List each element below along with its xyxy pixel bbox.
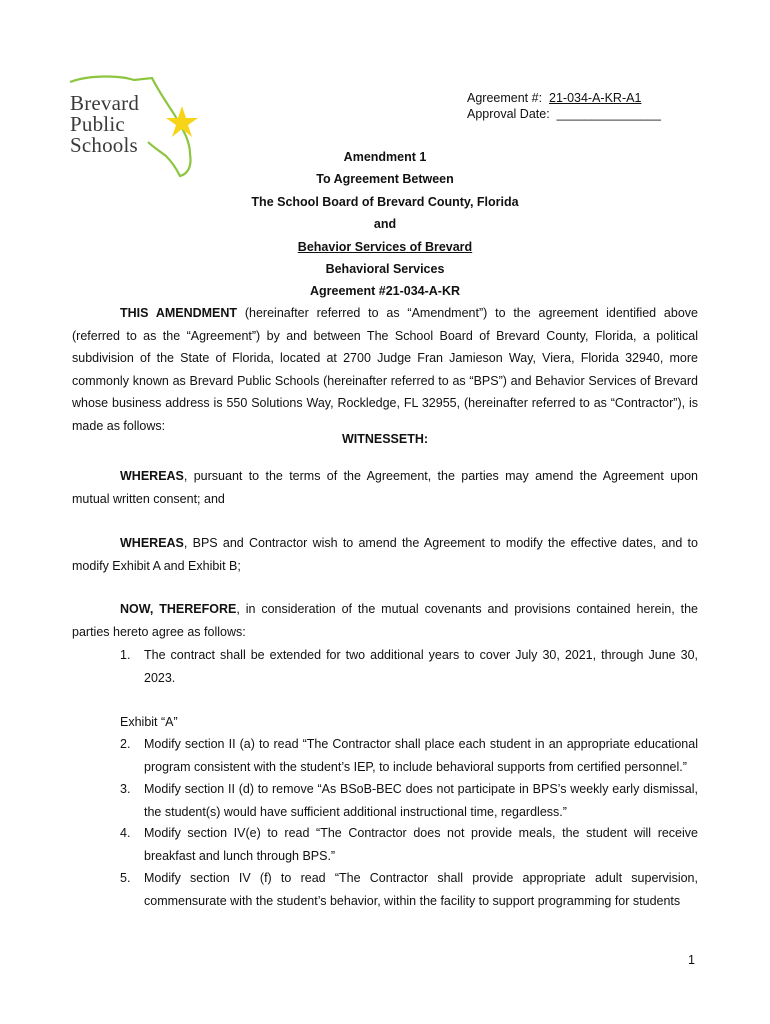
now-therefore-lead: NOW, THEREFORE	[120, 602, 237, 616]
logo-line-1: Brevard	[70, 91, 140, 115]
list-item	[120, 733, 698, 778]
list-item-text: The contract shall be extended for two additional years to cover July 30, 2021, through June 30, 2023.	[144, 648, 698, 685]
list-item-text: Modify section IV(e) to read “The Contractor does not provide meals, the student will receive breakfast and lunch through BPS.”	[144, 826, 698, 863]
list-item-number: 1.	[120, 648, 131, 662]
title-amendment: Amendment 1	[343, 150, 427, 164]
list-item-number: 3.	[120, 782, 131, 796]
exhibit-label: Exhibit “A”	[120, 715, 178, 729]
list-item-number: 5.	[120, 871, 131, 885]
agreement-label: Agreement #:	[467, 91, 543, 105]
list-item-text: Modify section IV (f) to read “The Contractor shall provide appropriate adult supervision, commensurate with the student’s behavior, within the facility to support programming for students	[144, 871, 698, 908]
list-item	[120, 778, 698, 823]
list-item-text: Modify section II (d) to remove “As BSoB-BEC does not participate in BPS’s weekly early dismissal, the student(s) would have sufficient additional instructional time, regardless.”	[144, 782, 698, 819]
intro-lead: THIS AMENDMENT	[120, 306, 238, 320]
approval-date: _______________	[556, 107, 661, 121]
logo-line-2: Public	[70, 112, 125, 136]
list-item-text: Modify section II (a) to read “The Contractor shall place each student in an appropriate educational program consistent with the student’s IEP, to include behavioral supports from certified personnel.”	[144, 737, 698, 774]
list-item	[120, 867, 698, 912]
witnesseth-heading: WITNESSETH:	[341, 432, 429, 446]
whereas-paragraph-2	[72, 532, 698, 577]
whereas-paragraph-1	[72, 465, 698, 510]
whereas-2-lead: WHEREAS	[120, 536, 184, 550]
whereas-1-text: , pursuant to the terms of the Agreement, the parties may amend the Agreement upon mutual written consent; and	[72, 469, 698, 506]
logo-wordmark	[70, 93, 139, 156]
title-and: and	[373, 217, 397, 231]
now-therefore-paragraph	[72, 598, 698, 643]
intro-paragraph	[72, 302, 698, 437]
list-item	[120, 644, 698, 689]
list-item-number: 2.	[120, 737, 131, 751]
title-contractor: Behavior Services of Brevard	[297, 240, 473, 254]
title-to-agreement: To Agreement Between	[316, 172, 454, 186]
whereas-2-text: , BPS and Contractor wish to amend the Agreement to modify the effective dates, and to modify Exhibit A and Exhibit B;	[72, 536, 698, 573]
agreement-number: 21-034-A-KR-A1	[549, 91, 642, 105]
page-number: 1	[688, 953, 695, 967]
list-item	[120, 822, 698, 867]
intro-text: (hereinafter referred to as “Amendment”) to the agreement identified above (referred to as the “Agreement”) by and between The School Board of Brevard County, Florida, a political subdivision of the State of Florida, located at 2700 Judge Fran Jamieson Way, Viera, Florida 32940, more commonly known as Brevard Public Schools (hereinafter referred to as “BPS”) and Behavior Services of Brevard whose business address is 550 Solutions Way, Rockledge, FL 32955, (hereinafter referred to as “Contractor”), is made as follows:	[72, 306, 698, 433]
logo-line-3: Schools	[70, 133, 138, 157]
whereas-1-lead: WHEREAS	[120, 469, 184, 483]
title-services: Behavioral Services	[325, 262, 445, 276]
now-therefore-text: , in consideration of the mutual covenants and provisions contained herein, the parties hereto agree as follows:	[72, 602, 698, 639]
approval-label: Approval Date:	[467, 107, 550, 121]
agreement-meta	[467, 90, 661, 122]
list-item-number: 4.	[120, 826, 131, 840]
title-school-board: The School Board of Brevard County, Florida	[251, 195, 519, 209]
title-agreement-number: Agreement #21-034-A-KR	[309, 284, 461, 298]
